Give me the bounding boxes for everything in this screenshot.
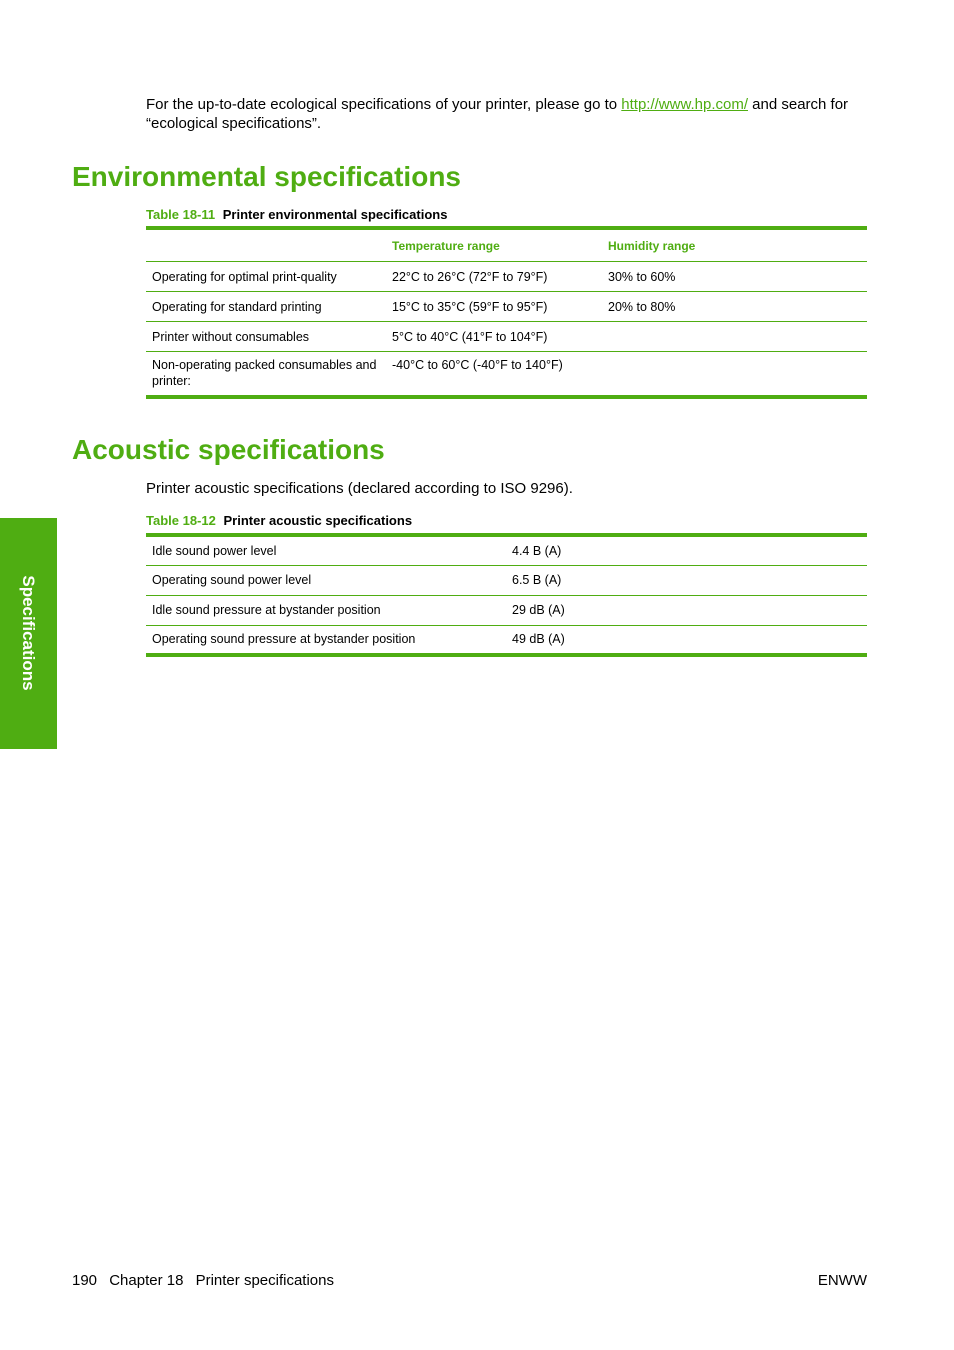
table-caption-acoustic xyxy=(146,513,412,528)
table-row xyxy=(146,262,867,292)
table-cell: Operating for optimal print-quality xyxy=(146,262,386,292)
environmental-table xyxy=(146,226,867,399)
caption-title: Printer environmental specifications xyxy=(222,207,448,222)
caption-title: Printer acoustic specifications xyxy=(223,513,413,528)
table-cell: Idle sound pressure at bystander position xyxy=(146,595,506,625)
column-header-temperature: Temperature range xyxy=(386,228,602,262)
table-cell: Operating for standard printing xyxy=(146,292,386,322)
table-cell: 6.5 B (A) xyxy=(506,565,867,595)
table-cell: 29 dB (A) xyxy=(506,595,867,625)
table-cell: Idle sound power level xyxy=(146,535,506,565)
table-row xyxy=(146,322,867,352)
table-cell: 49 dB (A) xyxy=(512,632,565,647)
side-tab-label: Specifications xyxy=(19,575,38,691)
page-number: 190 xyxy=(72,1272,98,1289)
table-cell: -40°C to 60°C (-40°F to 140°F) xyxy=(392,358,563,372)
table-row xyxy=(146,535,867,565)
table-cell: 22°C to 26°C (72°F to 79°F) xyxy=(386,262,602,292)
intro-paragraph xyxy=(146,95,871,133)
intro-text-after: and search for “ecological specifications”. xyxy=(146,96,849,132)
caption-number: Table 18-11 xyxy=(146,207,216,222)
footer-title: Printer specifications xyxy=(195,1272,334,1289)
table-cell: Operating sound power level xyxy=(146,565,506,595)
hp-link[interactable]: http://www.hp.com/ xyxy=(621,96,748,113)
chapter-side-tab xyxy=(0,518,57,749)
table-row xyxy=(146,292,867,322)
table-cell: Operating sound pressure at bystander position xyxy=(152,632,416,647)
acoustic-heading: Acoustic specifications xyxy=(72,434,385,465)
table-cell: 20% to 80% xyxy=(602,292,867,322)
table-cell: 15°C to 35°C (59°F to 95°F) xyxy=(386,292,602,322)
table-cell: Printer without consumables xyxy=(146,322,386,352)
table-cell: 4.4 B (A) xyxy=(506,535,867,565)
intro-text-before: For the up-to-date ecological specifications of your printer, please go to xyxy=(146,96,622,113)
table-cell xyxy=(602,322,867,352)
table-cell: Non-operating packed consumables and printer: xyxy=(152,358,377,388)
table-row xyxy=(146,595,867,625)
table-cell: 30% to 60% xyxy=(602,262,867,292)
footer-chapter: Chapter 18 xyxy=(109,1272,184,1289)
environmental-heading: Environmental specifications xyxy=(72,161,461,192)
caption-number: Table 18-12 xyxy=(146,513,216,528)
footer-left xyxy=(72,1272,334,1289)
table-row xyxy=(146,625,867,655)
table-cell xyxy=(602,352,867,397)
table-cell: 5°C to 40°C (41°F to 104°F) xyxy=(386,322,602,352)
table-row xyxy=(146,352,867,397)
column-header xyxy=(146,228,386,262)
column-header-humidity: Humidity range xyxy=(602,228,867,262)
footer-right: ENWW xyxy=(817,1272,867,1289)
acoustic-table xyxy=(146,533,867,657)
table-caption-environmental xyxy=(146,207,447,222)
table-row xyxy=(146,565,867,595)
acoustic-paragraph: Printer acoustic specifications (declared according to ISO 9296). xyxy=(146,480,573,497)
